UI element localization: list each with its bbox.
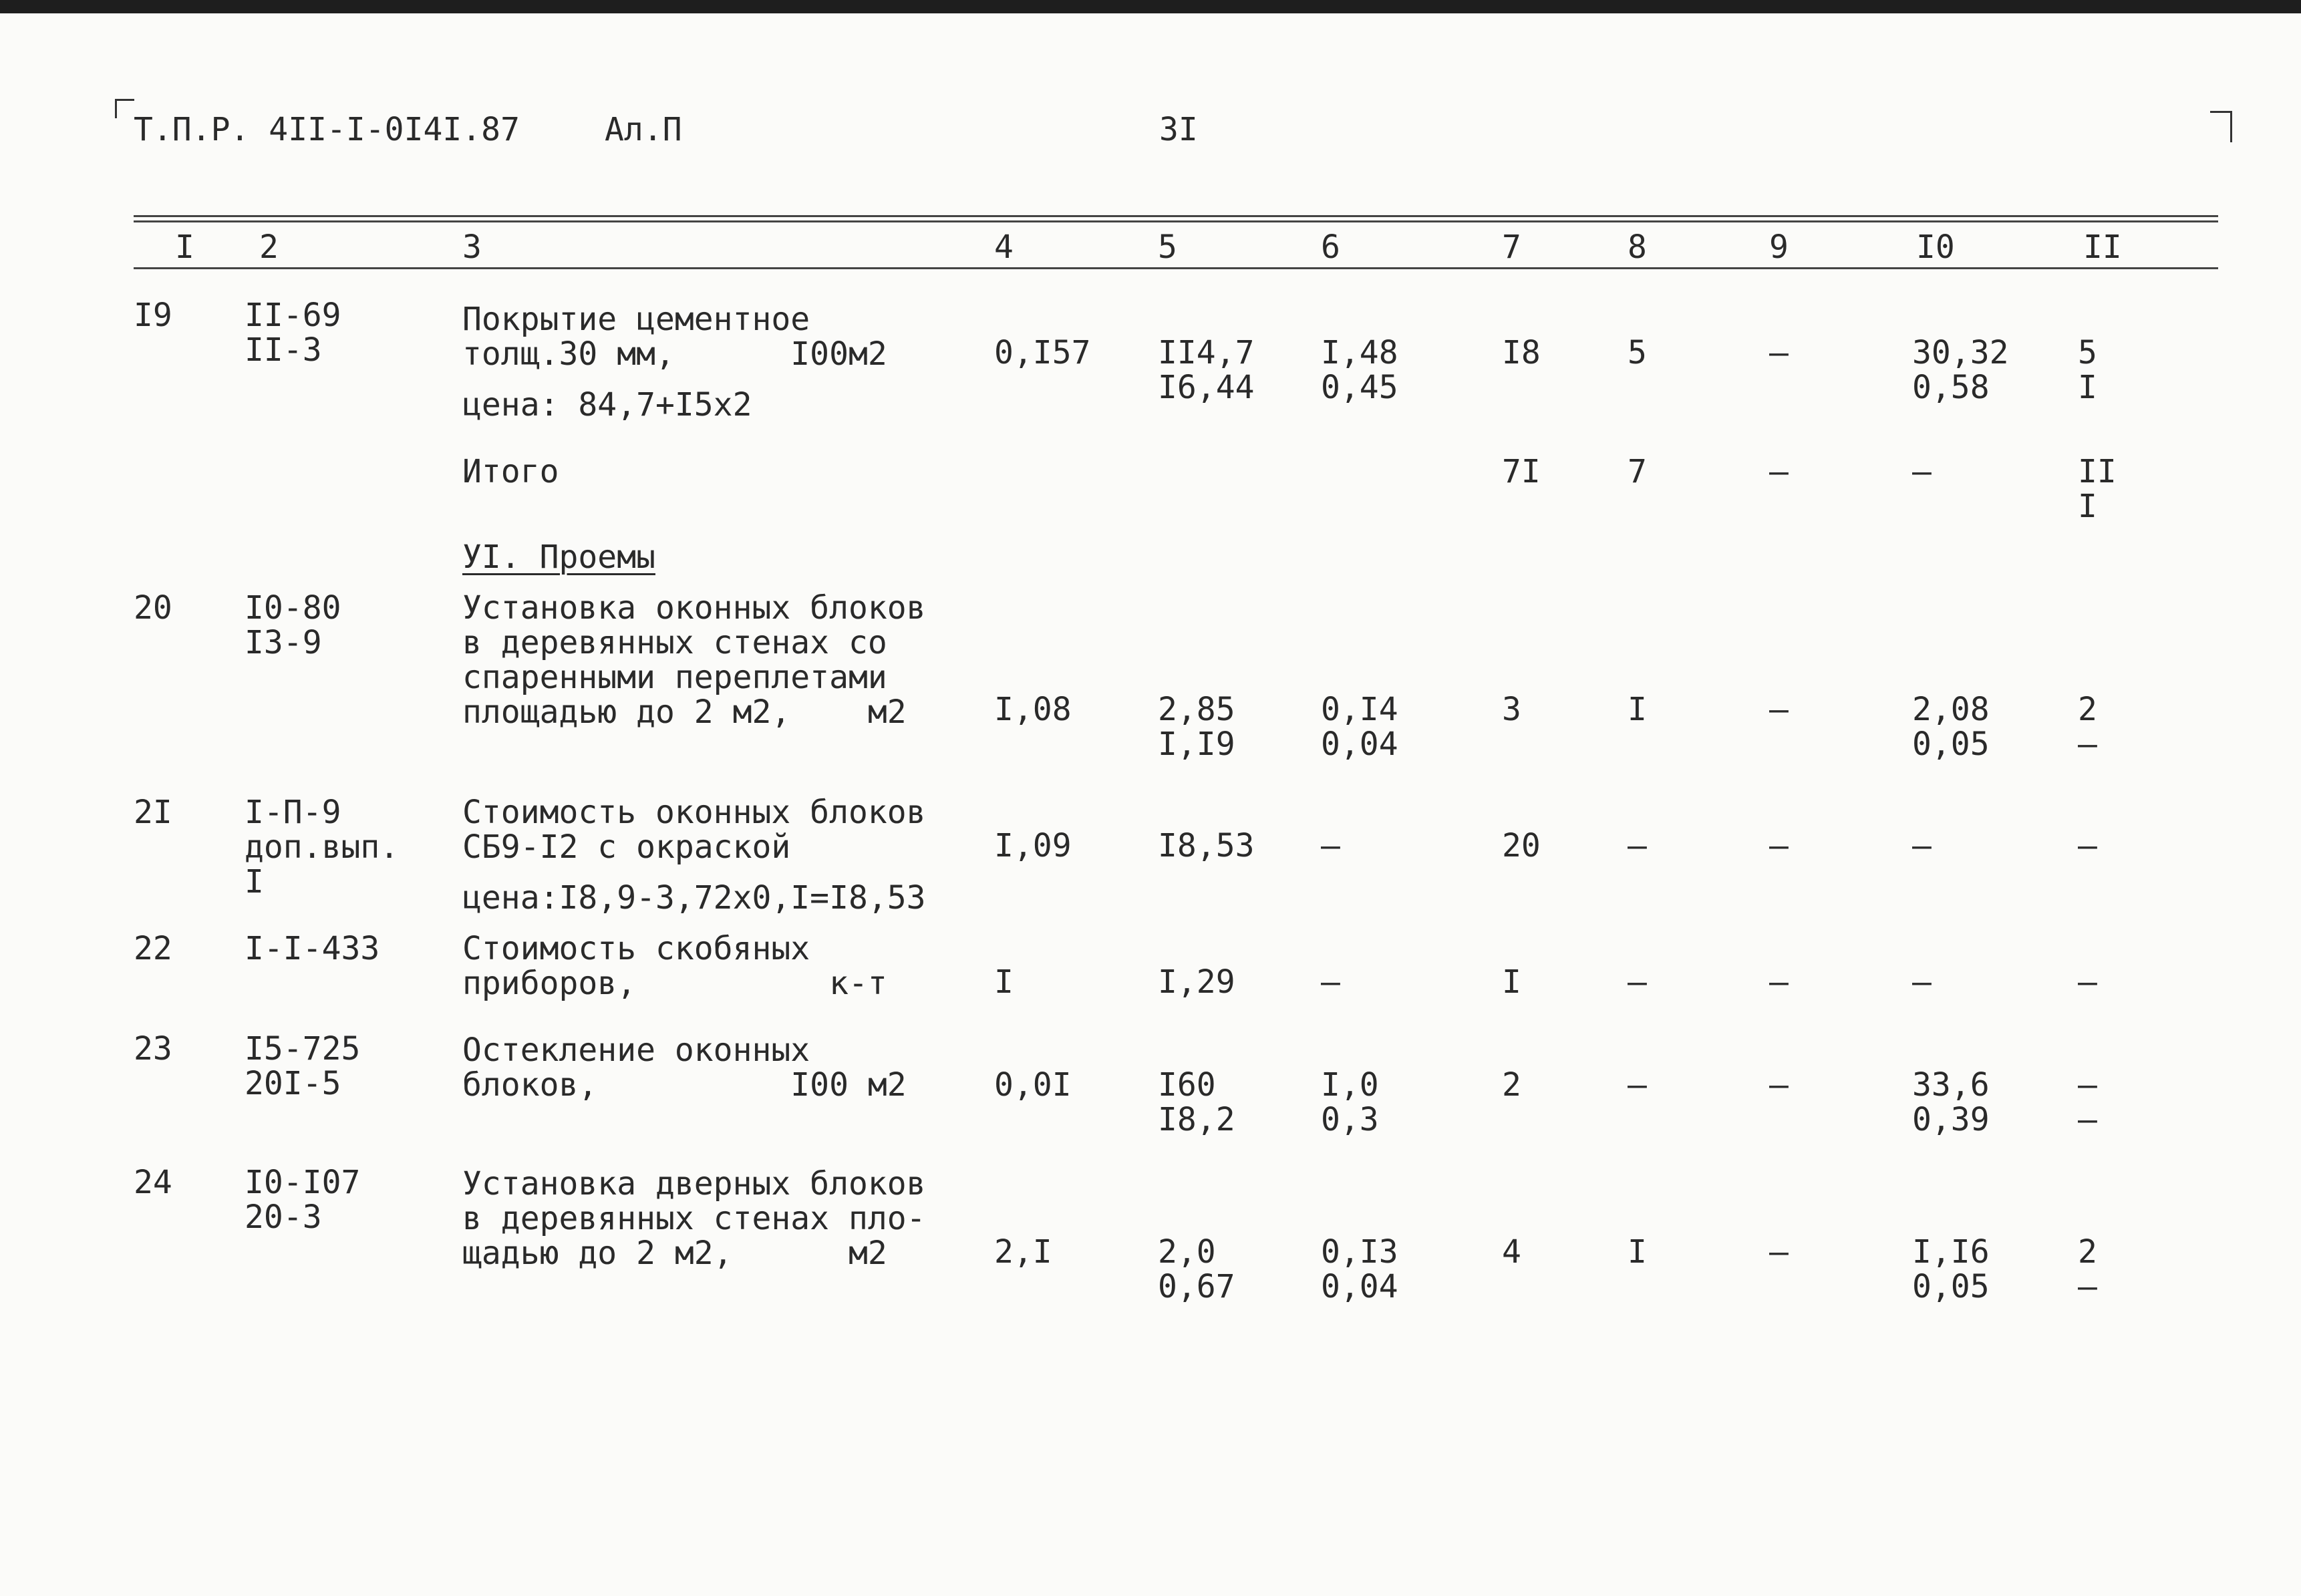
- row-number: 2I: [134, 794, 172, 831]
- total-cost: 3: [1502, 691, 1521, 728]
- labor-per-unit: 30,32 0,58: [1912, 334, 2009, 406]
- total-cost: 4: [1502, 1233, 1521, 1271]
- quantity: I,09: [994, 827, 1072, 864]
- table-top-rule-2: [134, 220, 2218, 222]
- col-header: 9: [1769, 228, 1789, 266]
- unit-cost: I60 I8,2: [1158, 1066, 1235, 1138]
- machine-cost: –: [1321, 963, 1340, 1001]
- work-description: Стоимость оконных блоков СБ9-I2 с окраской: [462, 794, 926, 866]
- quantity: 0,0I: [994, 1066, 1072, 1104]
- wages: I: [1628, 1233, 1647, 1271]
- price-code: II-69 II-3: [245, 297, 341, 369]
- col-9-value: –: [1769, 963, 1789, 1001]
- col-header: I: [175, 228, 194, 266]
- col-header: 4: [994, 228, 1014, 266]
- machine-cost: I,48 0,45: [1321, 334, 1398, 406]
- corner-mark-left: [115, 99, 134, 118]
- work-description: Покрытие цементное толщ.30 мм, I00м2: [462, 301, 887, 373]
- wages: I: [1628, 691, 1647, 728]
- labor-total: –: [2078, 827, 2097, 864]
- column-header-rule: [134, 267, 2218, 269]
- labor-per-unit: 33,6 0,39: [1912, 1066, 1990, 1138]
- page-number: 3I: [1159, 111, 1198, 148]
- machine-cost: 0,I3 0,04: [1321, 1233, 1398, 1305]
- col-header: 3: [462, 228, 482, 266]
- total-cost: I8: [1502, 334, 1541, 371]
- labor-total: –: [2078, 963, 2097, 1001]
- unit-cost: 2,85 I,I9: [1158, 691, 1235, 763]
- labor-per-unit: I,I6 0,05: [1912, 1233, 1990, 1305]
- section-heading: УI. Проемы: [462, 538, 655, 576]
- row-number: I9: [134, 297, 172, 334]
- labor-total: 2 –: [2078, 1233, 2097, 1305]
- col-header: II: [2083, 228, 2122, 266]
- wages: –: [1628, 963, 1647, 1001]
- col-9-value: –: [1769, 1233, 1789, 1271]
- col-9-value: –: [1769, 1066, 1789, 1104]
- quantity: 2,I: [994, 1233, 1052, 1271]
- table-top-rule: [134, 215, 2218, 217]
- col-header: 7: [1502, 228, 1521, 266]
- labor-per-unit: –: [1912, 963, 1932, 1001]
- col-header: 8: [1628, 228, 1647, 266]
- labor-total: 5 I: [2078, 334, 2097, 406]
- price-note: цена: 84,7+I5x2: [462, 386, 752, 424]
- col-9-value: –: [1769, 691, 1789, 728]
- price-note: цена:I8,9-3,72x0,I=I8,53: [462, 879, 926, 917]
- wages: 5: [1628, 334, 1647, 371]
- wages: –: [1628, 827, 1647, 864]
- col-9-value: –: [1769, 334, 1789, 371]
- quantity: I: [994, 963, 1014, 1001]
- work-description: Установка дверных блоков в деревянных стенах пло- щадью до 2 м2, м2: [462, 1165, 926, 1272]
- unit-cost: I,29: [1158, 963, 1235, 1001]
- machine-cost: –: [1321, 827, 1340, 864]
- labor-per-unit: –: [1912, 453, 1932, 490]
- total-cost: I: [1502, 963, 1521, 1001]
- price-code: I-I-433: [245, 930, 380, 967]
- col-9-value: –: [1769, 827, 1789, 864]
- col-header: 5: [1158, 228, 1177, 266]
- unit-cost: 2,0 0,67: [1158, 1233, 1235, 1305]
- total-cost: 2: [1502, 1066, 1521, 1104]
- total-cost: 7I: [1502, 453, 1541, 490]
- total-label: Итого: [462, 453, 559, 490]
- price-code: I0-I07 20-3: [245, 1164, 361, 1236]
- row-number: 24: [134, 1164, 172, 1201]
- quantity: I,08: [994, 691, 1072, 728]
- labor-per-unit: 2,08 0,05: [1912, 691, 1990, 763]
- labor-total: II I: [2078, 453, 2117, 525]
- col-header: I0: [1916, 228, 1955, 266]
- col-9-value: –: [1769, 453, 1789, 490]
- row-number: 22: [134, 930, 172, 967]
- labor-total: 2 –: [2078, 691, 2097, 763]
- unit-cost: I8,53: [1158, 827, 1255, 864]
- row-number: 20: [134, 589, 172, 627]
- price-code: I-П-9 доп.вып. I: [245, 794, 400, 901]
- row-number: 23: [134, 1030, 172, 1068]
- quantity: 0,I57: [994, 334, 1091, 371]
- labor-total: – –: [2078, 1066, 2097, 1138]
- work-description: Стоимость скобяных приборов, к-т: [462, 930, 887, 1002]
- price-code: I0-80 I3-9: [245, 589, 341, 661]
- album-number: Ал.П: [605, 111, 682, 148]
- wages: –: [1628, 1066, 1647, 1104]
- top-border: [0, 0, 2301, 13]
- machine-cost: 0,I4 0,04: [1321, 691, 1398, 763]
- wages: 7: [1628, 453, 1647, 490]
- document-code: Т.П.Р. 4II-I-0I4I.87: [134, 111, 520, 148]
- unit-cost: II4,7 I6,44: [1158, 334, 1255, 406]
- labor-per-unit: –: [1912, 827, 1932, 864]
- total-cost: 20: [1502, 827, 1541, 864]
- price-code: I5-725 20I-5: [245, 1030, 361, 1102]
- col-header: 6: [1321, 228, 1340, 266]
- machine-cost: I,0 0,3: [1321, 1066, 1379, 1138]
- col-header: 2: [259, 228, 279, 266]
- work-description: Установка оконных блоков в деревянных стенах со спаренными переплетами площадью до 2 м2, м2: [462, 589, 926, 731]
- corner-mark-right: [2210, 111, 2232, 142]
- work-description: Остекление оконных блоков, I00 м2: [462, 1031, 907, 1104]
